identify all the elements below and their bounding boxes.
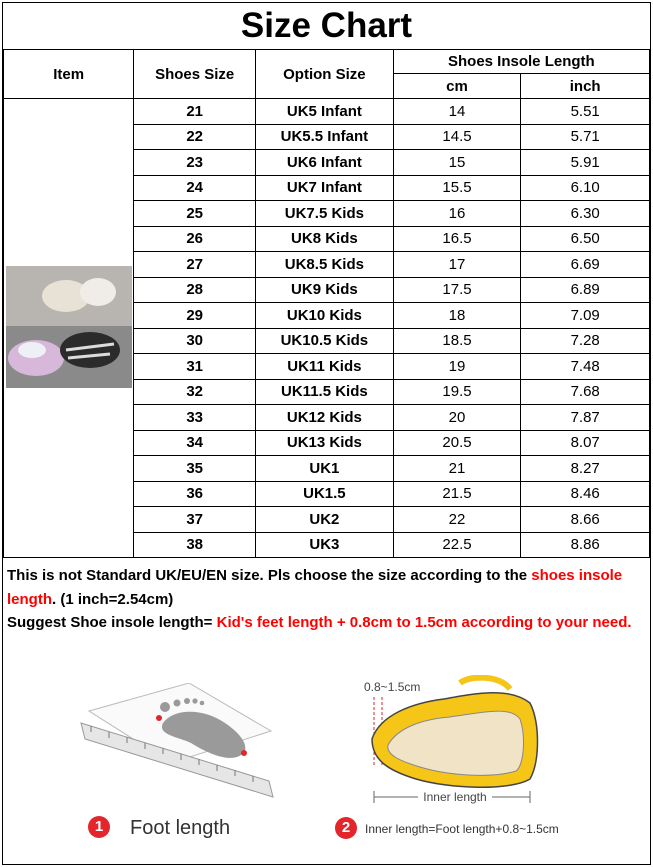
insole-inch-cell: 7.68 <box>521 379 650 405</box>
foot-on-ruler-illustration <box>79 683 279 805</box>
insole-cm-cell: 16.5 <box>393 226 521 252</box>
shoe-size-cell: 25 <box>134 201 256 227</box>
insole-inch-cell: 8.07 <box>521 430 650 456</box>
insole-inch-cell: 6.10 <box>521 175 650 201</box>
size-notes <box>7 564 647 635</box>
option-size-cell: UK3 <box>256 532 394 558</box>
option-size-cell: UK5 Infant <box>256 99 394 125</box>
insole-cm-cell: 22.5 <box>393 532 521 558</box>
header-item: Item <box>4 50 134 99</box>
shoe-size-cell: 30 <box>134 328 256 354</box>
shoe-size-cell: 32 <box>134 379 256 405</box>
size-table <box>3 49 650 558</box>
insole-cm-cell: 19.5 <box>393 379 521 405</box>
insole-cm-cell: 18.5 <box>393 328 521 354</box>
insole-inch-cell: 5.91 <box>521 150 650 176</box>
insole-inch-cell: 6.89 <box>521 277 650 303</box>
insole-inch-cell: 8.86 <box>521 532 650 558</box>
insole-inch-cell: 8.46 <box>521 481 650 507</box>
note-text: Suggest Shoe insole length= <box>7 614 217 631</box>
option-size-cell: UK1 <box>256 456 394 482</box>
insole-cm-cell: 20 <box>393 405 521 431</box>
note-highlight: Kid's feet length + 0.8cm to 1.5cm according to your need. <box>216 614 632 631</box>
caption-1-badge: 1 <box>88 816 110 838</box>
insole-cm-cell: 15.5 <box>393 175 521 201</box>
shoe-size-cell: 31 <box>134 354 256 380</box>
header-cm: cm <box>393 74 521 99</box>
insole-cm-cell: 21.5 <box>393 481 521 507</box>
header-inch: inch <box>521 74 650 99</box>
insole-cm-cell: 16 <box>393 201 521 227</box>
insole-inch-cell: 6.50 <box>521 226 650 252</box>
shoe-size-cell: 38 <box>134 532 256 558</box>
option-size-cell: UK10 Kids <box>256 303 394 329</box>
option-size-cell: UK11.5 Kids <box>256 379 394 405</box>
shoe-size-cell: 34 <box>134 430 256 456</box>
caption-2-badge: 2 <box>335 817 357 839</box>
insole-inch-cell: 7.48 <box>521 354 650 380</box>
inner-length-label: Inner length <box>423 790 487 804</box>
insole-cm-cell: 15 <box>393 150 521 176</box>
page-title: Size Chart <box>3 3 650 50</box>
table-row <box>4 99 650 125</box>
option-size-cell: UK8 Kids <box>256 226 394 252</box>
shoe-size-cell: 33 <box>134 405 256 431</box>
shoe-size-cell: 36 <box>134 481 256 507</box>
insole-cm-cell: 19 <box>393 354 521 380</box>
option-size-cell: UK2 <box>256 507 394 533</box>
insole-inch-cell: 8.66 <box>521 507 650 533</box>
insole-cm-cell: 22 <box>393 507 521 533</box>
insole-cm-cell: 18 <box>393 303 521 329</box>
insole-inch-cell: 6.69 <box>521 252 650 278</box>
option-size-cell: UK9 Kids <box>256 277 394 303</box>
note-line-2 <box>7 611 647 635</box>
header-insole-length: Shoes Insole Length <box>393 50 649 74</box>
caption-inner-length: Inner length=Foot length+0.8~1.5cm <box>365 822 559 836</box>
option-size-cell: UK12 Kids <box>256 405 394 431</box>
option-size-cell: UK13 Kids <box>256 430 394 456</box>
size-chart-frame <box>2 2 651 865</box>
note-highlight: shoes insole length <box>7 567 623 608</box>
caption-foot-length: Foot length <box>130 817 231 839</box>
shoe-size-cell: 35 <box>134 456 256 482</box>
insole-inch-cell: 5.51 <box>521 99 650 125</box>
insole-inch-cell: 8.27 <box>521 456 650 482</box>
insole-cm-cell: 20.5 <box>393 430 521 456</box>
shoe-size-cell: 26 <box>134 226 256 252</box>
insole-cm-cell: 14.5 <box>393 124 521 150</box>
insole-cm-cell: 17.5 <box>393 277 521 303</box>
shoe-size-cell: 29 <box>134 303 256 329</box>
insole-inch-cell: 5.71 <box>521 124 650 150</box>
option-size-cell: UK7.5 Kids <box>256 201 394 227</box>
shoe-size-cell: 21 <box>134 99 256 125</box>
shoe-size-cell: 27 <box>134 252 256 278</box>
shoe-size-cell: 24 <box>134 175 256 201</box>
option-size-cell: UK1.5 <box>256 481 394 507</box>
option-size-cell: UK5.5 Infant <box>256 124 394 150</box>
header-shoes-size: Shoes Size <box>134 50 256 99</box>
note-text: This is not Standard UK/EU/EN size. Pls choose the size according to the <box>7 567 532 584</box>
insole-inch-cell: 7.28 <box>521 328 650 354</box>
shoe-size-cell: 28 <box>134 277 256 303</box>
insole-cm-cell: 21 <box>393 456 521 482</box>
insole-inch-cell: 7.09 <box>521 303 650 329</box>
header-option-size: Option Size <box>256 50 394 99</box>
range-label: 0.8~1.5cm <box>364 680 421 694</box>
insole-inch-cell: 6.30 <box>521 201 650 227</box>
note-line-1 <box>7 564 647 611</box>
note-text: . (1 inch=2.54cm) <box>52 590 174 608</box>
option-size-cell: UK8.5 Kids <box>256 252 394 278</box>
insole-cm-cell: 14 <box>393 99 521 125</box>
insole-inch-cell: 7.87 <box>521 405 650 431</box>
product-photo <box>6 266 132 388</box>
option-size-cell: UK11 Kids <box>256 354 394 380</box>
option-size-cell: UK6 Infant <box>256 150 394 176</box>
shoe-size-cell: 23 <box>134 150 256 176</box>
option-size-cell: UK10.5 Kids <box>256 328 394 354</box>
foot-in-shoe-illustration <box>360 675 545 810</box>
shoe-size-cell: 22 <box>134 124 256 150</box>
item-image-cell <box>4 99 134 558</box>
option-size-cell: UK7 Infant <box>256 175 394 201</box>
shoe-size-cell: 37 <box>134 507 256 533</box>
insole-cm-cell: 17 <box>393 252 521 278</box>
